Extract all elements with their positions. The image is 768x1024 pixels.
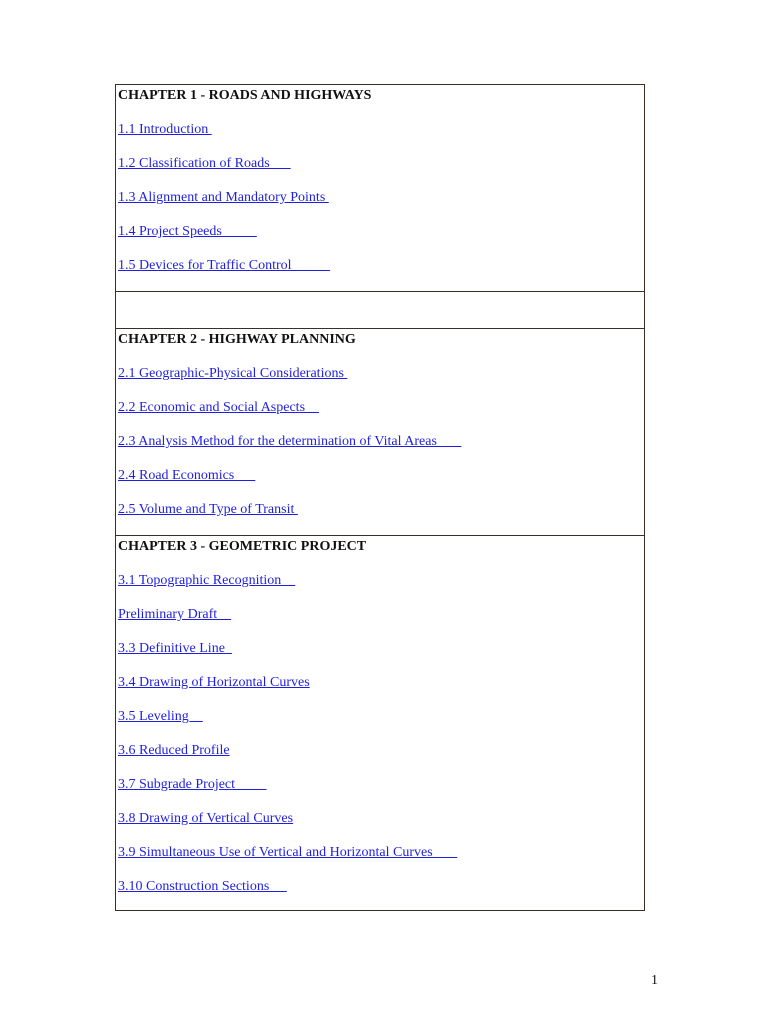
toc-link[interactable]: 1.2 Classification of Roads — [118, 156, 291, 171]
toc-link[interactable]: 3.10 Construction Sections — [118, 879, 287, 894]
toc-link[interactable]: 3.7 Subgrade Project — [118, 777, 267, 792]
toc-link[interactable]: 3.1 Topographic Recognition — [118, 573, 296, 588]
toc-link[interactable]: 3.6 Reduced Profile — [118, 743, 230, 758]
toc-link[interactable]: 1.5 Devices for Traffic Control — [118, 258, 331, 273]
toc-link[interactable]: 2.2 Economic and Social Aspects — [118, 400, 320, 415]
toc-link[interactable]: 2.3 Analysis Method for the determination of Vital Areas — [118, 434, 462, 449]
chapter-heading: CHAPTER 3 - GEOMETRIC PROJECT — [118, 539, 367, 554]
toc-link[interactable]: 2.5 Volume and Type of Transit — [118, 502, 298, 517]
chapter-1-section — [116, 85, 644, 292]
page-number: 1 — [651, 973, 658, 988]
toc-link[interactable]: 3.8 Drawing of Vertical Curves — [118, 811, 294, 826]
toc-link[interactable]: 2.4 Road Economics — [118, 468, 256, 483]
toc-link[interactable]: 2.1 Geographic-Physical Considerations — [118, 366, 348, 381]
toc-link[interactable]: 3.5 Leveling — [118, 709, 203, 724]
toc-link[interactable]: 3.9 Simultaneous Use of Vertical and Horizontal Curves — [118, 845, 458, 860]
toc-link[interactable]: 1.1 Introduction — [118, 122, 212, 137]
chapter-3-section — [116, 536, 644, 910]
chapter-2-section — [116, 329, 644, 536]
empty-row — [116, 292, 644, 329]
toc-link[interactable]: Preliminary Draft — [118, 607, 232, 622]
toc-link[interactable]: 1.4 Project Speeds — [118, 224, 257, 239]
toc-link[interactable]: 3.3 Definitive Line — [118, 641, 232, 656]
table-of-contents — [115, 84, 645, 911]
chapter-heading: CHAPTER 1 - ROADS AND HIGHWAYS — [118, 88, 372, 103]
toc-link[interactable]: 3.4 Drawing of Horizontal Curves — [118, 675, 310, 690]
chapter-heading: CHAPTER 2 - HIGHWAY PLANNING — [118, 332, 356, 347]
toc-link[interactable]: 1.3 Alignment and Mandatory Points — [118, 190, 329, 205]
